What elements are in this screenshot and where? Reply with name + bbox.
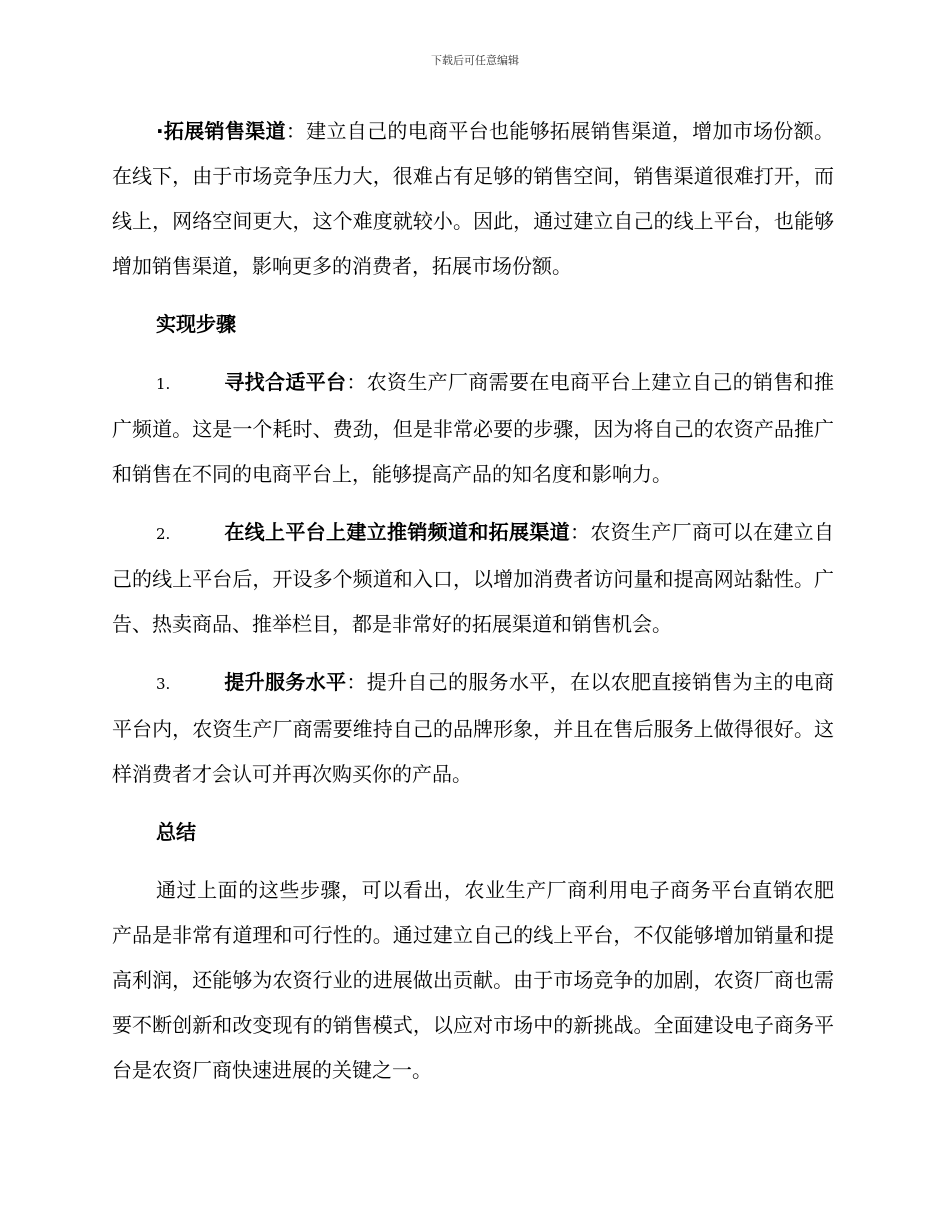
step-text: 农资生产厂商可以在建立自己的线上平台后，开设多个频道和入口，以增加消费者访问量和提高网站黏性。广告、热卖商品、推举栏目，都是非常好的拓展渠道和销售机会。 [112,520,835,636]
step-item-3 [112,660,834,797]
document-body [112,109,834,1106]
step-term: 寻找合适平台 [224,370,347,394]
step-colon: ： [346,670,367,694]
page-header: 下载后可任意编辑 [431,54,519,67]
summary-paragraph: 通过上面的这些步骤，可以看出，农业生产厂商利用电子商务平台直销农肥产品是非常有道理和可行性的。通过建立自己的线上平台，不仅能够增加销量和提高利润，还能够为农资行业的进展做出贡献。由于市场竞争的加剧，农资厂商也需要不断创新和改变现有的销售模式，以应对市场中的新挑战。全面建设电子商务平台是农资厂商快速进展的关键之一。 [112,878,834,1082]
step-colon: ： [570,520,591,544]
intro-paragraph [112,109,834,289]
step-number: 2. [156,525,171,543]
step-number: 1. [156,375,171,393]
step-item-2 [112,510,834,647]
summary-heading: 总结 [156,820,196,844]
step-colon: ： [346,370,367,394]
step-text: 农资生产厂商需要在电商平台上建立自己的销售和推广频道。这是一个耗时、费劲，但是非常必要的步骤，因为将自己的农资产品推广和销售在不同的电商平台上，能够提高产品的知名度和影响力。 [112,370,835,486]
step-item-1 [112,360,834,497]
intro-text: 建立自己的电商平台也能够拓展销售渠道，增加市场份额。在线下，由于市场竞争压力大，很难占有足够的销售空间，销售渠道很难打开，而线上，网络空间更大，这个难度就较小。因此，通过建立自己的线上平台，也能够增加销售渠道，影响更多的消费者，拓展市场份额。 [112,119,835,278]
step-term: 在线上平台上建立推销频道和拓展渠道 [224,520,570,544]
step-text: 提升自己的服务水平，在以农肥直接销售为主的电商平台内，农资生产厂商需要维持自己的品牌形象，并且在售后服务上做得很好。这样消费者才会认可并再次购买你的产品。 [112,670,835,786]
steps-heading: 实现步骤 [156,312,236,336]
step-number: 3. [156,675,171,693]
intro-colon: ： [285,119,307,143]
step-term: 提升服务水平 [224,670,347,694]
intro-term: 拓展销售渠道 [163,119,286,143]
intro-bullet: · [156,119,164,143]
